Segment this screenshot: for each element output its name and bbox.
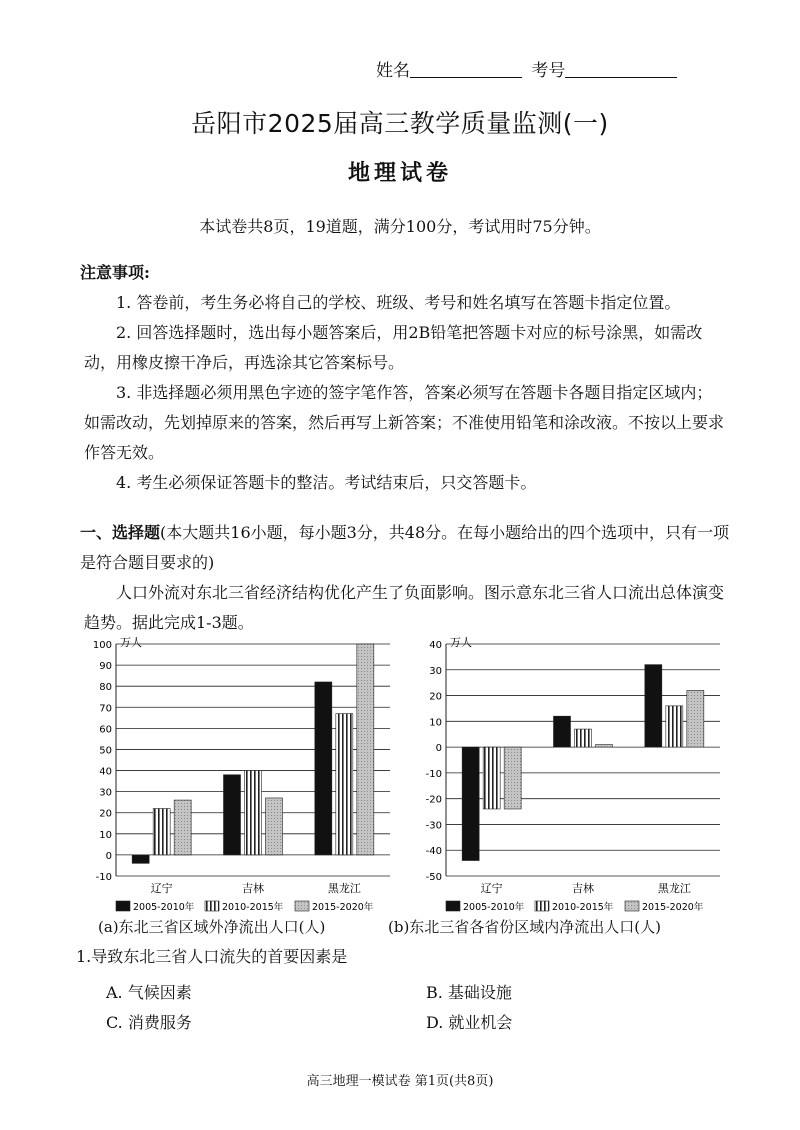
- bar-3: [596, 745, 613, 748]
- y-tick-label: 50: [99, 745, 112, 757]
- y-tick-label: 80: [99, 682, 112, 694]
- bar-2: [483, 747, 500, 809]
- y-tick-label: 0: [435, 743, 442, 755]
- bar-3: [504, 747, 521, 809]
- number-label: 考号: [531, 61, 566, 81]
- section-detail: (本大题共16小题，每小题3分，共48分。在每小题给出的四个选项中，只有一项是符合题目要求的): [80, 523, 730, 572]
- bar-1: [462, 747, 479, 860]
- y-tick-label: 30: [99, 787, 112, 799]
- x-category-label: 辽宁: [480, 882, 503, 895]
- chart-b: [400, 632, 730, 912]
- bar-3: [174, 800, 191, 855]
- legend-swatch: [205, 901, 219, 911]
- y-tick-label: 90: [99, 661, 112, 673]
- y-tick-label: 40: [429, 640, 442, 651]
- y-tick-label: 10: [429, 717, 442, 729]
- question-1-stem: 1.导致东北三省人口流失的首要因素是: [76, 947, 348, 966]
- y-tick-label: 40: [99, 766, 112, 778]
- notice-item: 1. 答卷前，考生务必将自己的学校、班级、考号和姓名填写在答题卡指定位置。: [116, 293, 681, 312]
- bar-1: [554, 716, 571, 747]
- bar-2: [153, 809, 170, 855]
- y-tick-label: 70: [99, 703, 112, 715]
- notice-item: 3. 非选择题必须用黑色字迹的签字笔作答，答案必须写在答题卡各题目指定区域内；如需改动，先划掉原来的答案，然后再写上新答案；不准使用铅笔和涂改液。不按以上要求作答无效。: [84, 383, 725, 462]
- y-tick-label: -20: [425, 794, 442, 806]
- y-tick-label: 30: [429, 665, 442, 677]
- x-category-label: 黑龙江: [657, 882, 691, 895]
- name-number-line: [376, 56, 677, 81]
- passage-text: 人口外流对东北三省经济结构优化产生了负面影响。图示意东北三省人口流出总体演变趋势。据此完成1-3题。: [84, 583, 725, 632]
- bar-1: [645, 665, 662, 747]
- exam-subtitle: 地理试卷: [347, 160, 452, 186]
- bar-1: [132, 855, 149, 863]
- name-blank[interactable]: [410, 59, 522, 78]
- number-blank[interactable]: [565, 59, 677, 78]
- legend-label: 2005-2010年: [133, 902, 195, 912]
- y-tick-label: 20: [99, 808, 112, 820]
- x-category-label: 吉林: [242, 882, 264, 895]
- y-tick-label: -40: [425, 846, 442, 858]
- chart-a: [70, 632, 400, 912]
- question-passage: [84, 578, 724, 638]
- y-unit-label: 万人: [450, 636, 472, 649]
- y-tick-label: 0: [105, 850, 112, 862]
- option-a[interactable]: A. 气候因素: [106, 983, 192, 1002]
- legend-swatch: [116, 901, 130, 911]
- legend-swatch: [535, 901, 549, 911]
- bar-2: [575, 729, 592, 747]
- bar-3: [357, 644, 374, 855]
- option-c[interactable]: C. 消费服务: [106, 1013, 192, 1032]
- x-category-label: 辽宁: [150, 882, 173, 895]
- bar-2: [336, 714, 353, 855]
- y-tick-label: -10: [425, 768, 442, 780]
- legend-label: 2015-2020年: [642, 902, 704, 912]
- notice-title: 注意事项:: [80, 263, 150, 282]
- legend-swatch: [446, 901, 460, 911]
- name-label: 姓名: [376, 61, 410, 81]
- notice-item: 4. 考生必须保证答题卡的整洁。考试结束后，只交答题卡。: [116, 473, 537, 492]
- x-category-label: 黑龙江: [327, 882, 361, 895]
- legend-label: 2010-2015年: [222, 902, 284, 912]
- option-b[interactable]: B. 基础设施: [426, 983, 512, 1002]
- y-tick-label: 60: [99, 724, 112, 736]
- bar-2: [666, 706, 683, 747]
- y-tick-label: -10: [95, 872, 112, 883]
- bar-3: [266, 798, 283, 855]
- notice-item: 2. 回答选择题时，选出每小题答案后，用2B铅笔把答题卡对应的标号涂黑，如需改动，用橡皮擦干净后，再选涂其它答案标号。: [84, 323, 703, 372]
- exam-intro: 本试卷共8页，19道题，满分100分，考试用时75分钟。: [199, 217, 601, 236]
- legend-swatch: [295, 901, 309, 911]
- legend-swatch: [625, 901, 639, 911]
- section-header: [80, 518, 730, 578]
- page-footer: 高三地理一模试卷 第1页(共8页): [306, 1074, 494, 1089]
- chart-b-caption: (b)东北三省各省份区域内净流出人口(人): [388, 918, 662, 936]
- option-d[interactable]: D. 就业机会: [426, 1013, 513, 1032]
- legend-label: 2010-2015年: [552, 902, 614, 912]
- x-category-label: 吉林: [572, 882, 594, 895]
- notice-list: [84, 288, 724, 498]
- legend-label: 2015-2020年: [312, 902, 374, 912]
- section-heading: 一、选择题: [80, 523, 161, 542]
- chart-a-caption: (a)东北三省区域外净流出人口(人): [98, 918, 326, 936]
- y-unit-label: 万人: [120, 636, 142, 649]
- bar-1: [315, 682, 332, 855]
- bar-2: [245, 771, 262, 855]
- bar-1: [224, 775, 241, 855]
- exam-title: 岳阳市2025届高三教学质量监测(一): [191, 109, 609, 138]
- y-tick-label: 100: [92, 640, 112, 651]
- y-tick-label: 20: [429, 691, 442, 703]
- y-tick-label: 10: [99, 829, 112, 841]
- bar-3: [687, 690, 704, 747]
- y-tick-label: -50: [425, 872, 442, 883]
- y-tick-label: -30: [425, 820, 442, 832]
- legend-label: 2005-2010年: [463, 902, 525, 912]
